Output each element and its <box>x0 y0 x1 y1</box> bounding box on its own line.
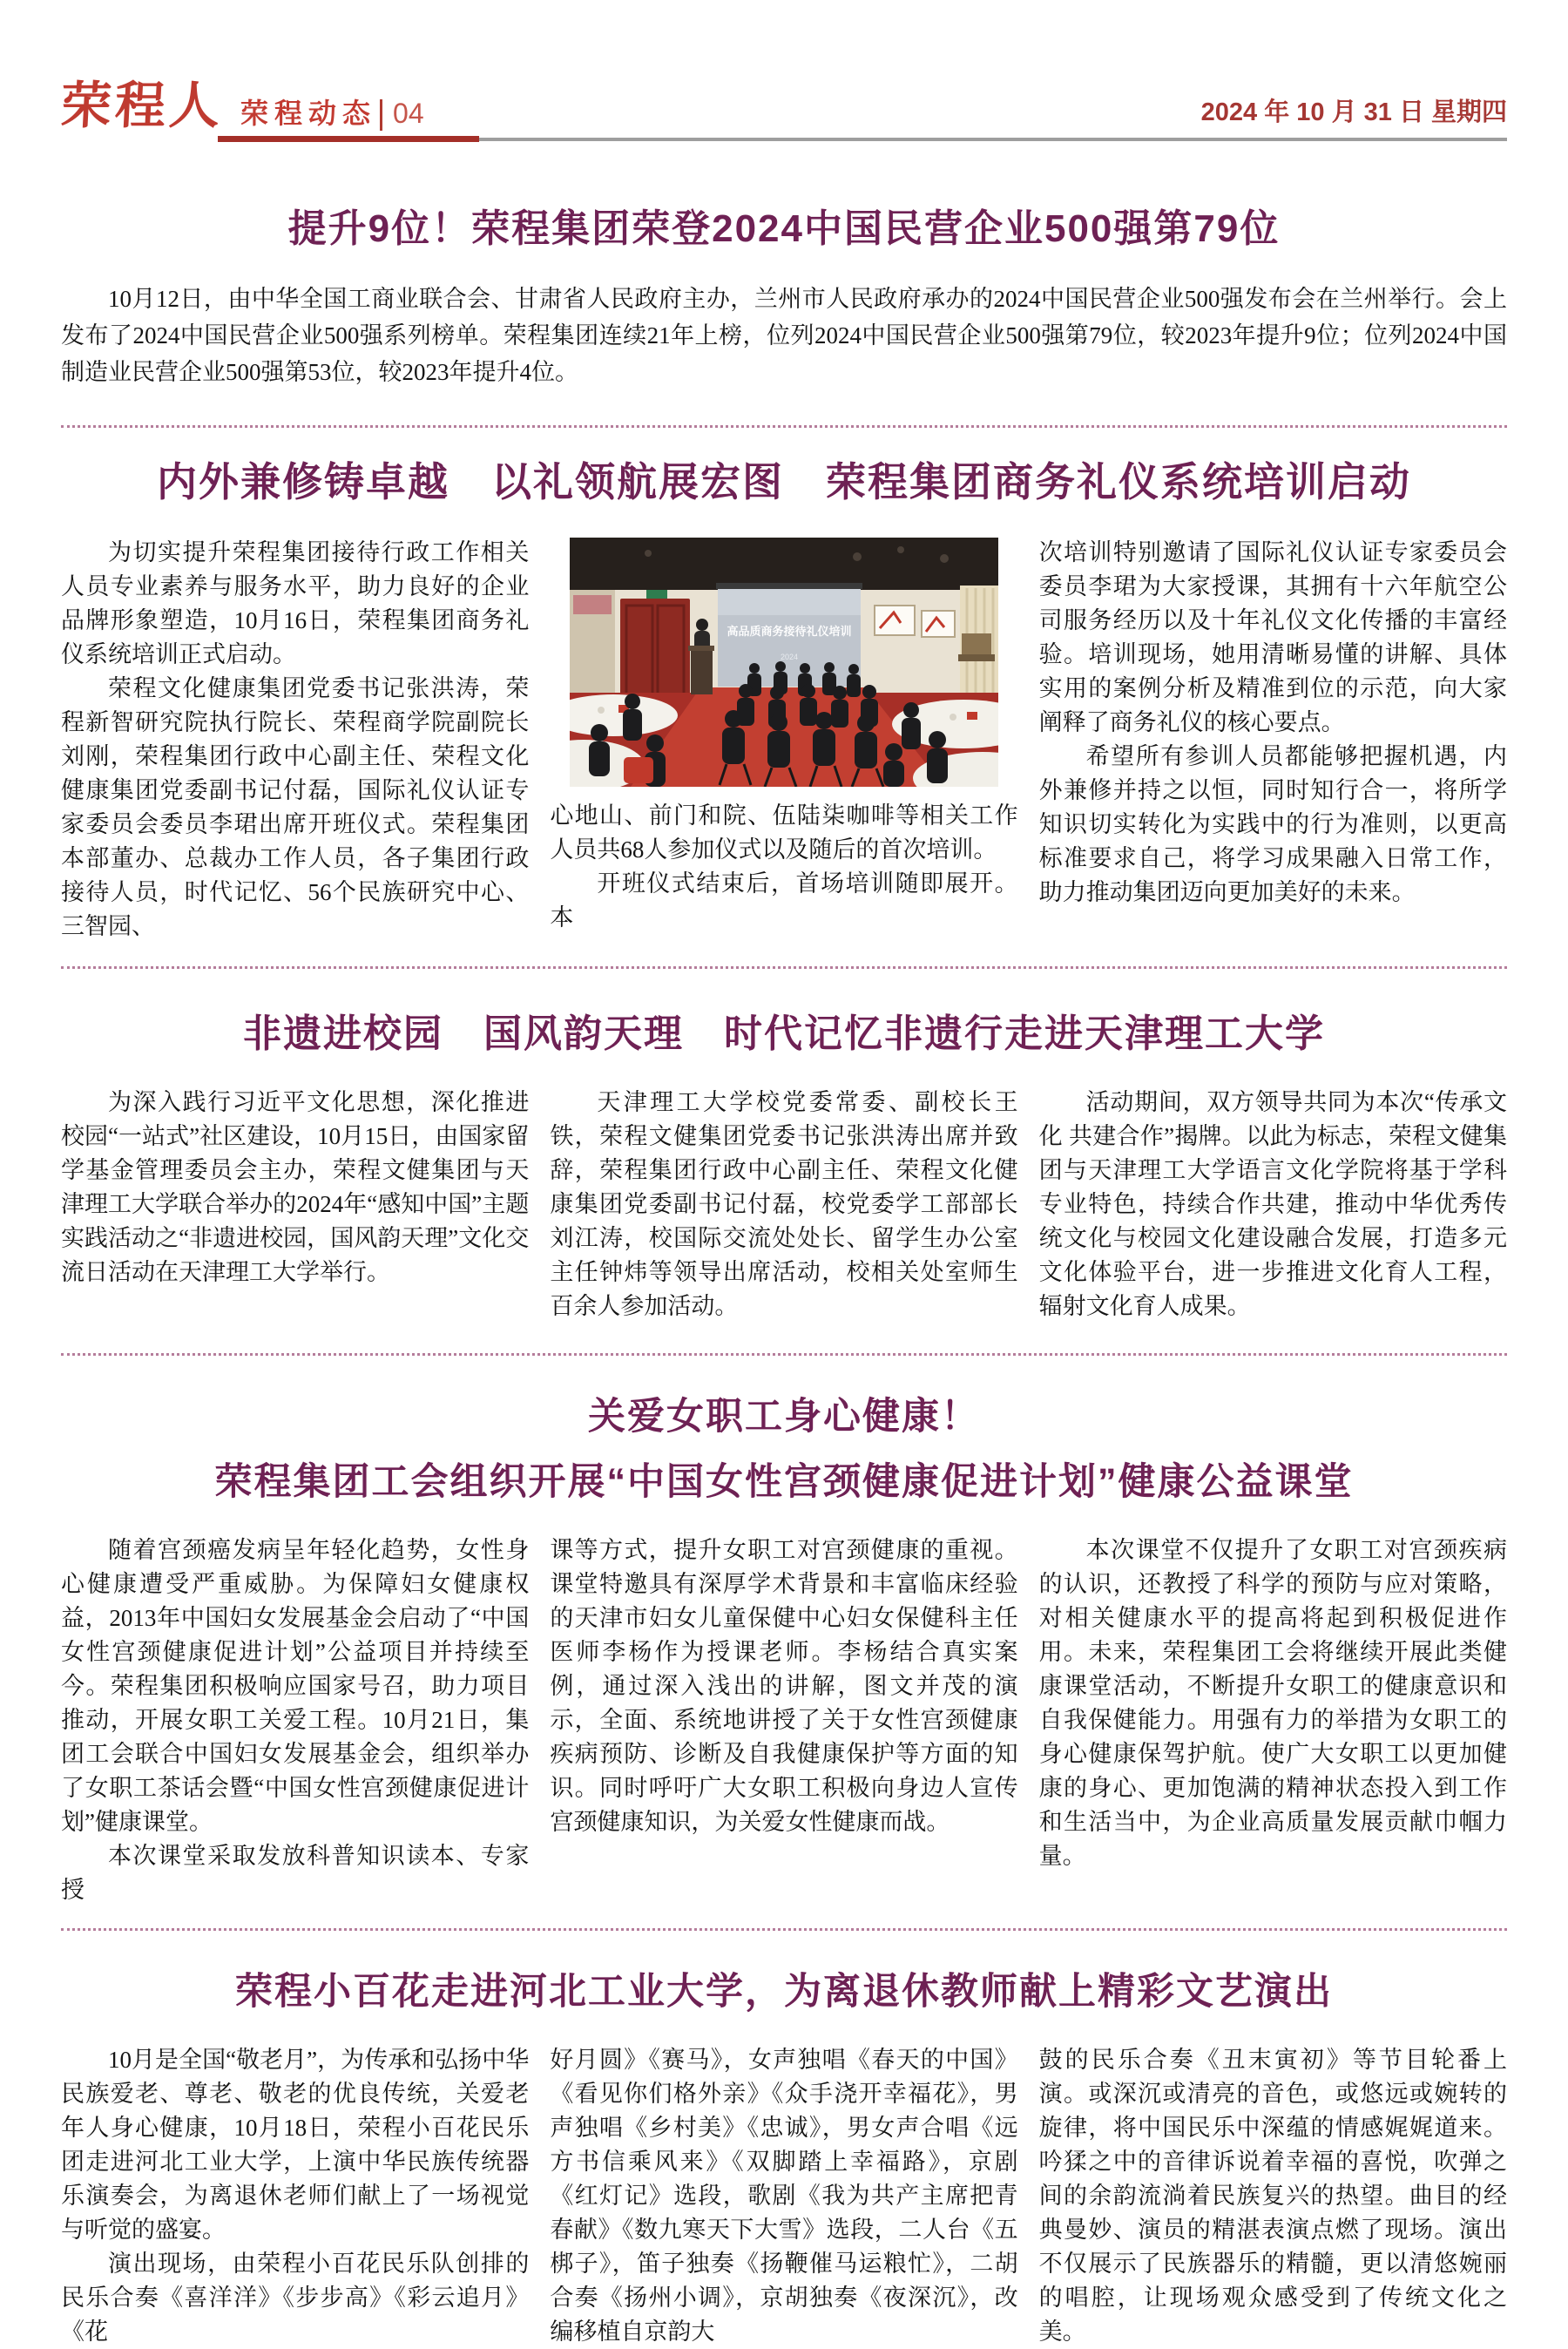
column-paragraph: 心地山、前门和院、伍陆柒咖啡等相关工作人员共68人参加仪式以及随后的首次培训。 <box>550 802 1018 863</box>
column-3 <box>1039 2043 1507 2349</box>
article-separator <box>61 1353 1507 1356</box>
column-2 <box>550 536 1017 944</box>
article-title: 内外兼修铸卓越 以礼领航展宏图 荣程集团商务礼仪系统培训启动 <box>157 459 1411 504</box>
article-women-health <box>61 1387 1507 1907</box>
article-separator <box>61 1928 1507 1931</box>
column-1 <box>61 1533 529 1907</box>
column-3 <box>1039 1086 1507 1323</box>
column-2 <box>550 2043 1017 2349</box>
header-rule <box>61 136 1507 143</box>
header-rule-red-segment <box>218 136 479 142</box>
page-number: 04 <box>380 99 424 131</box>
photo-screen-title: 高品质商务接待礼仪培训 <box>727 625 852 638</box>
masthead <box>59 76 1507 135</box>
photo-wall-frame <box>922 611 955 637</box>
photo-screen-year: 2024 <box>780 653 798 661</box>
article-columns <box>61 536 1507 944</box>
training-photo <box>570 538 998 787</box>
column-paragraph: 希望所有参训人员都能够把握机遇，内外兼修并持之以恒，同时知行合一，将所学知识切实转化为实践中的行为准则，以更高标准要求自己，将学习成果融入日常工作，助力推动集团迈向更加美好的未来。 <box>1038 743 1507 905</box>
column-2 <box>550 1533 1017 1907</box>
header-rule-gray-segment <box>479 138 1507 141</box>
article-title: 荣程小百花走进河北工业大学，为离退休教师献上精彩文艺演出 <box>235 1971 1333 2013</box>
column-1 <box>61 2043 529 2349</box>
article-separator <box>61 425 1507 428</box>
article-title: 非遗进校园 国风韵天理 时代记忆非遗行走进天津理工大学 <box>243 1012 1325 1055</box>
column-paragraph: 课等方式，提升女职工对宫颈健康的重视。课堂特邀具有深厚学术背景和丰富临床经验的天津市妇女儿童保健中心妇女保健科主任医师李杨作为授课老师。李杨结合真实案例，通过深入浅出的讲解，图文并茂的演示，全面、系统地讲授了关于女性宫颈健康疾病预防、诊断及自我健康保护等方面的知识。同时呼吁广大女职工积极向身边人宣传宫颈健康知识，为关爱女性健康而战。 <box>550 1537 1018 1835</box>
masthead-logo: 荣程人 <box>59 76 225 135</box>
column-2 <box>550 1086 1017 1323</box>
photo-ceiling <box>570 538 998 590</box>
column-paragraph: 荣程文化健康集团党委书记张洪涛，荣程新智研究院执行院长、荣程商学院副院长刘刚，荣程集团行政中心副主任、荣程文化健康集团党委副书记付磊，国际礼仪认证专家委员会委员李珺出席开班仪式。荣程集团本部董办、总裁办工作人员，各子集团行政接待人员，时代记忆、56个民族研究中心、三智园、 <box>61 675 530 939</box>
section-label: 荣程动态 <box>240 98 377 129</box>
photo-red-bag <box>624 757 653 783</box>
article-500-strong-list <box>61 197 1507 390</box>
column-paragraph: 为深入践行习近平文化思想，深化推进校园“一站式”社区建设，10月15日，由国家留学基金管理委员会主办，荣程文健集团与天津理工大学联合举办的2024年“感知中国”主题实践活动之“非遗进校园，国风韵天理”文化交流日活动在天津理工大学举行。 <box>61 1089 530 1285</box>
training-photo-illustration <box>570 538 998 787</box>
photo-podium <box>691 651 713 694</box>
edition-date: 2024 年 10 月 31 日 星期四 <box>1200 98 1507 126</box>
article-title-line1: 关爱女职工身心健康！ <box>588 1396 980 1438</box>
column-3 <box>1039 536 1507 944</box>
column-1 <box>61 1086 529 1323</box>
column-paragraph: 为切实提升荣程集团接待行政工作相关人员专业素养与服务水平，助力良好的企业品牌形象塑造，10月16日，荣程集团商务礼仪系统培训正式启动。 <box>61 539 530 667</box>
column-paragraph: 开班仪式结束后，首场培训随即展开。本 <box>550 870 1018 931</box>
column-paragraph: 天津理工大学校党委常委、副校长王铁，荣程文健集团党委书记张洪涛出席并致辞，荣程集团行政中心副主任、荣程文化健康集团党委副书记付磊，校党委学工部部长刘江涛，校国际交流处处长、留学生办公室主任钟炜等领导出席活动，校相关处室师生百余人参加活动。 <box>550 1089 1018 1319</box>
photo-bronze-vessel <box>962 633 991 656</box>
column-1 <box>61 536 529 944</box>
article-paragraph: 10月12日，由中华全国工商业联合会、甘肃省人民政府主办，兰州市人民政府承办的2024中国民营企业500强发布会在兰州举行。会上发布了2024中国民营企业500强系列榜单。荣程集团连续21年上榜，位列2024中国民营企业500强第79位，较2023年提升9位；位列2024中国制造业民营企业500强第53位，较2023年提升4位。 <box>61 286 1507 385</box>
article-columns <box>61 1533 1507 1907</box>
article-title-line2: 荣程集团工会组织开展“中国女性宫颈健康促进计划”健康公益课堂 <box>214 1461 1354 1503</box>
photo-speaker <box>696 619 708 631</box>
photo-exit-sign <box>646 590 667 599</box>
newspaper-page <box>0 76 1568 2349</box>
article-folk-music-performance <box>61 1962 1507 2349</box>
column-paragraph: 好月圆》《赛马》，女声独唱《春天的中国》《看见你们格外亲》《众手浇开幸福花》，男声独唱《乡村美》《忠诚》，男女声合唱《远方书信乘风来》《双脚踏上幸福路》，京剧《红灯记》选段，歌剧《我为共产主席把青春献》《数九寒天下大雪》选段，二人台《五梆子》，笛子独奏《扬鞭催马运粮忙》，二胡合奏《扬州小调》，京胡独奏《夜深沉》，改编移植自京韵大 <box>550 2047 1018 2345</box>
column-3 <box>1039 1533 1507 1907</box>
article-etiquette-training <box>61 450 1507 944</box>
article-separator <box>61 966 1507 969</box>
article-title: 提升9位！荣程集团荣登2024中国民营企业500强第79位 <box>287 207 1281 250</box>
column-paragraph: 次培训特别邀请了国际礼仪认证专家委员会委员李珺为大家授课，其拥有十六年航空公司服务经历以及十年礼仪文化传播的丰富经验。培训现场，她用清晰易懂的讲解、具体实用的案例分析及精准到位的示范，向大家阐释了商务礼仪的核心要点。 <box>1038 539 1507 735</box>
column-paragraph: 活动期间，双方领导共同为本次“传承文化 共建合作”揭牌。以此为标志，荣程文健集团与天津理工大学语言文化学院将基于学科专业特色，持续合作共建，推动中华优秀传统文化与校园文化建设融合发展，打造多元文化体验平台，进一步推进文化育人工程，辐射文化育人成果。 <box>1038 1089 1507 1319</box>
photo-wall-frame <box>875 606 915 635</box>
column-paragraph: 鼓的民乐合奏《丑末寅初》等节目轮番上演。或深沉或清亮的音色，或悠远或婉转的旋律，将中国民乐中深蕴的情感娓娓道来。吟猱之中的音律诉说着幸福的喜悦，吹弹之间的余韵流淌着民族复兴的热望。曲目的经典曼妙、演员的精湛表演点燃了现场。演出不仅展示了民族器乐的精髓，更以清悠婉丽的唱腔，让现场观众感受到了传统文化之美。 <box>1038 2047 1507 2345</box>
column-paragraph: 本次课堂不仅提升了女职工对宫颈疾病的认识，还教授了科学的预防与应对策略，对相关健康水平的提高将起到积极促进作用。未来，荣程集团工会将继续开展此类健康课堂活动，不断提升女职工的健康意识和自我保健能力。用强有力的举措为女职工的身心健康保驾护航。使广大女职工以更加健康的身心、更加饱满的精神状态投入到工作和生活当中，为企业高质量发展贡献巾帼力量。 <box>1038 1537 1507 1869</box>
column-paragraph: 随着宫颈癌发病呈年轻化趋势，女性身心健康遭受严重威胁。为保障妇女健康权益，2013年中国妇女发展基金会启动了“中国女性宫颈健康促进计划”公益项目并持续至今。荣程集团积极响应国家号召，助力项目推动，开展女职工关爱工程。10月21日，集团工会联合中国妇女发展基金会，组织举办了女职工茶话会暨“中国女性宫颈健康促进计划”健康课堂。 <box>61 1537 530 1835</box>
article-intangible-heritage <box>61 1002 1507 1323</box>
column-paragraph: 10月是全国“敬老月”，为传承和弘扬中华民族爱老、尊老、敬老的优良传统，关爱老年人身心健康，10月18日，荣程小百花民乐团走进河北工业大学，上演中华民族传统器乐演奏会，为离退休老师们献上了一场视觉与听觉的盛宴。 <box>61 2047 530 2243</box>
photo-red-door <box>620 599 690 705</box>
article-columns <box>61 2043 1507 2349</box>
column-paragraph: 演出现场，由荣程小百花民乐队创排的民乐合奏《喜洋洋》《步步高》《彩云追月》《花 <box>61 2251 530 2345</box>
article-columns <box>61 1086 1507 1323</box>
column-paragraph: 本次课堂采取发放科普知识读本、专家授 <box>61 1843 530 1903</box>
